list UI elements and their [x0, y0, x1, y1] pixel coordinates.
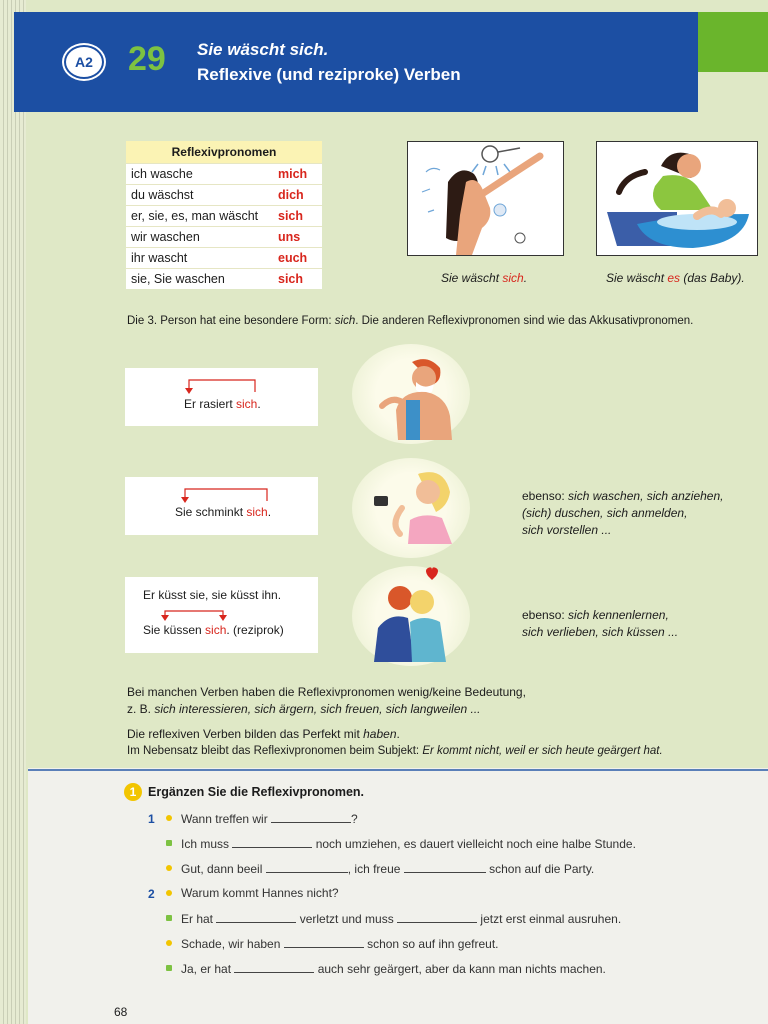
- illustration-makeup: [352, 458, 470, 558]
- line-text: Gut, dann beeil: [181, 862, 266, 876]
- line-text: ?: [351, 812, 358, 826]
- example-pronoun: sich: [236, 397, 258, 411]
- ebenso-line: [522, 607, 678, 624]
- illustration-shaving: [352, 344, 470, 444]
- caption-text: (das Baby).: [680, 271, 745, 285]
- ebenso-list-2: [522, 607, 678, 641]
- dialog-number: 2: [148, 887, 155, 901]
- example-text: . (reziprok): [226, 623, 284, 637]
- pronoun: sich: [278, 209, 304, 223]
- illustration-shower: [407, 141, 564, 256]
- example-pronoun: sich: [205, 623, 227, 637]
- line-text: Ich muss: [181, 837, 233, 851]
- speaker-a-bullet: [166, 815, 172, 821]
- line-text: auch sehr geärgert, aber da kann man nichts machen.: [314, 962, 606, 976]
- line-text: Wann treffen wir: [181, 812, 272, 826]
- table-heading: Reflexivpronomen: [126, 141, 322, 163]
- example-box-rasieren: [125, 368, 318, 426]
- answer-blank[interactable]: [266, 861, 348, 873]
- pronoun: mich: [278, 167, 308, 181]
- ebenso-verbs: sich kennenlernen,: [568, 608, 669, 622]
- caption-pronoun: es: [667, 271, 681, 285]
- line-text: schon so auf ihn gefreut.: [363, 937, 499, 951]
- exercise-line: [181, 811, 358, 826]
- table-row: [126, 163, 322, 184]
- example-text: Sie küssen: [143, 623, 206, 637]
- speaker-a-bullet: [166, 890, 172, 896]
- speaker-a-bullet: [166, 940, 172, 946]
- example-box-kuessen: [125, 577, 318, 653]
- note-text: . Die anderen Reflexivpronomen sind wie das Akkusativpronomen.: [355, 315, 694, 327]
- header-accent-tab: [698, 12, 768, 72]
- pronoun: dich: [278, 188, 304, 202]
- note-text: .: [396, 727, 400, 741]
- caption-text: Sie wäscht: [441, 271, 503, 285]
- dialog-number: 1: [148, 812, 155, 826]
- chapter-subtitle: Reflexive (und reziproke) Verben: [197, 65, 461, 84]
- speaker-b-bullet: [166, 965, 172, 971]
- ebenso-label: ebenso:: [522, 608, 569, 622]
- shower-drawing: [408, 142, 563, 255]
- speaker-b-bullet: [166, 840, 172, 846]
- line-text: Schade, wir haben: [181, 937, 284, 951]
- ebenso-line: (sich) duschen, sich anmelden,: [522, 506, 688, 520]
- baby-bath-drawing: [597, 142, 757, 255]
- level-badge: A2: [64, 45, 104, 79]
- example-sentence: [184, 397, 261, 411]
- note-italic: haben: [363, 727, 397, 741]
- exercise-line: Warum kommt Hannes nicht?: [181, 886, 339, 900]
- example-sentence: [175, 505, 271, 519]
- ebenso-list-1: [522, 488, 723, 539]
- verb-form: wir waschen: [131, 230, 200, 244]
- note-line: [127, 743, 757, 760]
- note-text: Die reflexiven Verben bilden das Perfekt mit: [127, 727, 364, 741]
- example-sentence-line1: Er küsst sie, sie küsst ihn.: [143, 588, 282, 602]
- note-text: Im Nebensatz bleibt das Reflexivpronomen beim Subjekt:: [127, 745, 423, 757]
- verb-form: du wäschst: [131, 188, 194, 202]
- note-text: Die 3. Person hat eine besondere Form:: [127, 315, 335, 327]
- note-line: [127, 726, 757, 743]
- example-text: Er rasiert: [184, 397, 237, 411]
- exercise-line: [181, 961, 606, 976]
- table-row: [126, 205, 322, 226]
- answer-blank[interactable]: [284, 936, 364, 948]
- exercise-area: [28, 768, 768, 1024]
- example-sentence-line2: [143, 623, 284, 637]
- line-text: Er hat: [181, 912, 217, 926]
- table-row: [126, 247, 322, 268]
- table-row: [126, 226, 322, 247]
- exercise-line: [181, 936, 499, 951]
- line-text: Ja, er hat: [181, 962, 235, 976]
- answer-blank[interactable]: [404, 861, 486, 873]
- ebenso-verbs: sich waschen, sich anziehen,: [568, 489, 724, 503]
- verb-form: er, sie, es, man wäscht: [131, 209, 259, 223]
- table-row: [126, 268, 322, 289]
- note-italic: sich: [334, 315, 356, 327]
- example-box-schminken: [125, 477, 318, 535]
- line-text: schon auf die Party.: [485, 862, 595, 876]
- reciprocal-arrows: [125, 577, 318, 653]
- answer-blank[interactable]: [232, 836, 312, 848]
- line-text: verletzt und muss: [296, 912, 398, 926]
- exercise-line: [181, 861, 594, 876]
- caption-pronoun: sich: [502, 271, 524, 285]
- illustration-baby-bath: [596, 141, 758, 256]
- line-text: noch umziehen, es dauert vielleicht noch eine halbe Stunde.: [312, 837, 636, 851]
- speaker-a-bullet: [166, 865, 172, 871]
- verb-form: sie, Sie waschen: [131, 272, 225, 286]
- pronoun: euch: [278, 251, 308, 265]
- caption-shower: [441, 271, 527, 285]
- ebenso-label: ebenso:: [522, 489, 569, 503]
- example-text: .: [267, 505, 272, 519]
- note-text: z. B.: [127, 702, 155, 716]
- line-text: jetzt erst einmal ausruhen.: [477, 912, 622, 926]
- ebenso-line: sich vorstellen ...: [522, 523, 612, 537]
- third-person-note: [127, 315, 693, 327]
- exercise-number-badge: 1: [124, 783, 142, 801]
- section-divider: [28, 769, 768, 771]
- caption-text: Sie wäscht: [606, 271, 668, 285]
- ebenso-line: sich verlieben, sich küssen ...: [522, 625, 679, 639]
- table-row: [126, 184, 322, 205]
- note-italic: sich interessieren, sich ärgern, sich freuen, sich langweilen ...: [154, 702, 481, 716]
- note-italic: Er kommt nicht, weil er sich heute geärgert hat.: [422, 745, 663, 757]
- exercise-title: Ergänzen Sie die Reflexivpronomen.: [148, 785, 365, 799]
- example-pronoun: sich: [246, 505, 268, 519]
- page-edge-stack: [0, 0, 26, 1024]
- answer-blank[interactable]: [216, 911, 296, 923]
- speaker-b-bullet: [166, 915, 172, 921]
- page-number: 68: [114, 1005, 128, 1019]
- answer-blank[interactable]: [234, 961, 314, 973]
- caption-text: .: [523, 271, 528, 285]
- kissing-drawing: [352, 566, 470, 666]
- shaving-drawing: [352, 344, 470, 444]
- ebenso-line: [522, 488, 723, 505]
- grammar-notes: [127, 684, 757, 760]
- makeup-drawing: [352, 458, 470, 558]
- reflexive-pronoun-table: [126, 141, 322, 289]
- pronoun: sich: [278, 272, 304, 286]
- verb-form: ich wasche: [131, 167, 193, 181]
- note-line: Bei manchen Verben haben die Reflexivpronomen wenig/keine Bedeutung,: [127, 685, 526, 699]
- chapter-title: Sie wäscht sich.: [197, 40, 329, 59]
- exercise-line: [181, 911, 621, 926]
- example-text: Sie schminkt: [175, 505, 247, 519]
- pronoun: uns: [278, 230, 301, 244]
- answer-blank[interactable]: [397, 911, 477, 923]
- verb-form: ihr wascht: [131, 251, 188, 265]
- chapter-header: [14, 12, 698, 112]
- note-line: [127, 701, 757, 718]
- illustration-kissing: [352, 566, 470, 666]
- caption-baby-bath: [606, 271, 745, 285]
- chapter-number: 29: [128, 40, 166, 78]
- exercise-line: [181, 836, 636, 851]
- answer-blank[interactable]: [271, 811, 351, 823]
- example-text: .: [257, 397, 261, 411]
- line-text: , ich freue: [347, 862, 404, 876]
